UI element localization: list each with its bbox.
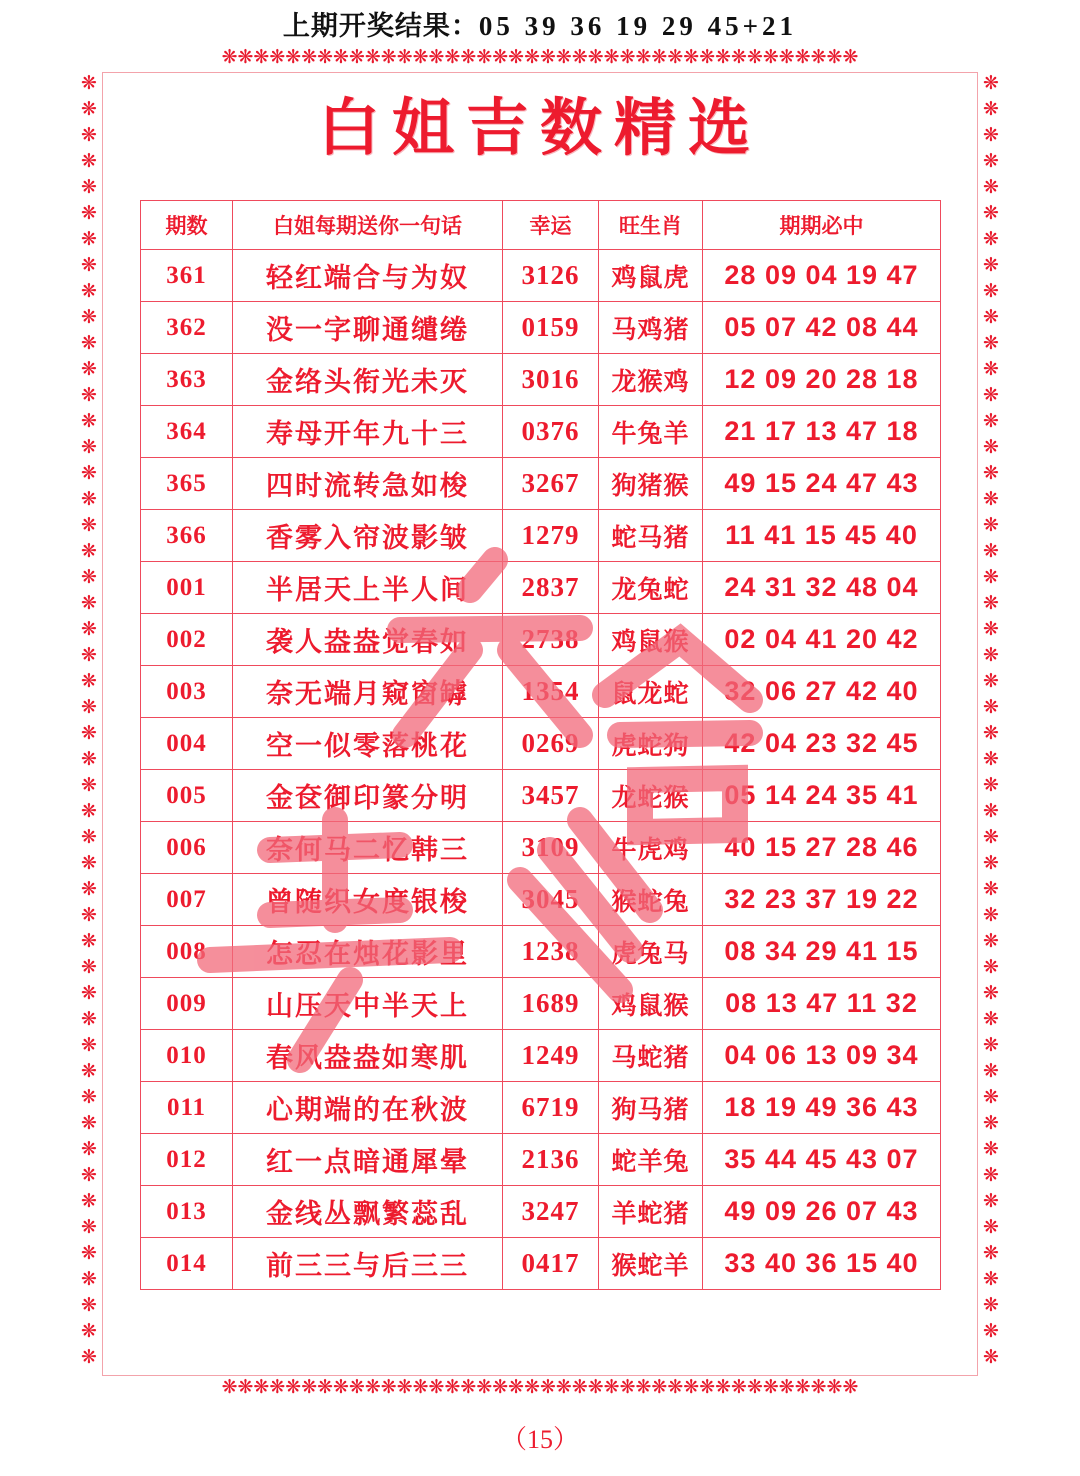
cell-phrase: 奈无端月窥窗罅 xyxy=(233,666,503,718)
cell-nums: 02 04 41 20 42 xyxy=(703,614,941,666)
cell-zodiac: 牛虎鸡 xyxy=(599,822,703,874)
cell-nums: 24 31 32 48 04 xyxy=(703,562,941,614)
cell-zodiac: 虎兔马 xyxy=(599,926,703,978)
cell-lucky: 3247 xyxy=(503,1186,599,1238)
cell-nums: 05 07 42 08 44 xyxy=(703,302,941,354)
frame-right-ornament: ❋ ❋ ❋ ❋ ❋ ❋ ❋ ❋ ❋ ❋ ❋ ❋ ❋ ❋ ❋ ❋ ❋ ❋ ❋ ❋ ❋ ❋ ❋ ❋ ❋ ❋ ❋ ❋ ❋ ❋ ❋ ❋ ❋ ❋ ❋ ❋ ❋ ❋ ❋ ❋ ❋ ❋ ❋ ❋ ❋ ❋ ❋ ❋ ❋ ❋ xyxy=(983,72,999,1368)
table-row xyxy=(141,770,941,822)
table-row xyxy=(141,614,941,666)
cell-nums: 49 15 24 47 43 xyxy=(703,458,941,510)
cell-issue: 009 xyxy=(141,978,233,1030)
cell-zodiac: 狗马猪 xyxy=(599,1082,703,1134)
previous-draw-numbers: 05 39 36 19 29 45+21 xyxy=(478,11,798,41)
cell-nums: 21 17 13 47 18 xyxy=(703,406,941,458)
cell-nums: 42 04 23 32 45 xyxy=(703,718,941,770)
cell-lucky: 1249 xyxy=(503,1030,599,1082)
table-row xyxy=(141,354,941,406)
cell-zodiac: 马鸡猪 xyxy=(599,302,703,354)
cell-phrase: 金络头衔光未灭 xyxy=(233,354,503,406)
cell-lucky: 1238 xyxy=(503,926,599,978)
previous-draw-label: 上期开奖结果： xyxy=(282,11,479,41)
cell-lucky: 0159 xyxy=(503,302,599,354)
frame-left-ornament: ❋ ❋ ❋ ❋ ❋ ❋ ❋ ❋ ❋ ❋ ❋ ❋ ❋ ❋ ❋ ❋ ❋ ❋ ❋ ❋ ❋ ❋ ❋ ❋ ❋ ❋ ❋ ❋ ❋ ❋ ❋ ❋ ❋ ❋ ❋ ❋ ❋ ❋ ❋ ❋ ❋ ❋ ❋ ❋ ❋ ❋ ❋ ❋ ❋ ❋ xyxy=(81,72,97,1368)
cell-lucky: 3045 xyxy=(503,874,599,926)
cell-phrase: 怎忍在烛花影里 xyxy=(233,926,503,978)
cell-issue: 011 xyxy=(141,1082,233,1134)
cell-phrase: 红一点暗通犀晕 xyxy=(233,1134,503,1186)
cell-issue: 002 xyxy=(141,614,233,666)
cell-lucky: 1279 xyxy=(503,510,599,562)
page-number: （15） xyxy=(500,1425,579,1454)
cell-zodiac: 龙兔蛇 xyxy=(599,562,703,614)
cell-issue: 012 xyxy=(141,1134,233,1186)
header-zodiac: 旺生肖 xyxy=(599,201,703,250)
cell-phrase: 轻红端合与为奴 xyxy=(233,250,503,302)
cell-phrase: 金奁御印篆分明 xyxy=(233,770,503,822)
table-row xyxy=(141,250,941,302)
table-row xyxy=(141,1030,941,1082)
cell-lucky: 3457 xyxy=(503,770,599,822)
cell-phrase: 半居天上半人间 xyxy=(233,562,503,614)
cell-issue: 366 xyxy=(141,510,233,562)
cell-issue: 362 xyxy=(141,302,233,354)
cell-nums: 33 40 36 15 40 xyxy=(703,1238,941,1290)
cell-phrase: 香雾入帘波影皱 xyxy=(233,510,503,562)
cell-lucky: 2837 xyxy=(503,562,599,614)
cell-phrase: 四时流转急如梭 xyxy=(233,458,503,510)
cell-issue: 013 xyxy=(141,1186,233,1238)
table-row xyxy=(141,302,941,354)
table-row xyxy=(141,510,941,562)
cell-lucky: 3267 xyxy=(503,458,599,510)
cell-zodiac: 牛兔羊 xyxy=(599,406,703,458)
cell-lucky: 3109 xyxy=(503,822,599,874)
cell-zodiac: 猴蛇羊 xyxy=(599,1238,703,1290)
cell-nums: 40 15 27 28 46 xyxy=(703,822,941,874)
cell-phrase: 寿母开年九十三 xyxy=(233,406,503,458)
cell-issue: 365 xyxy=(141,458,233,510)
cell-lucky: 3016 xyxy=(503,354,599,406)
cell-zodiac: 鸡鼠猴 xyxy=(599,978,703,1030)
cell-nums: 18 19 49 36 43 xyxy=(703,1082,941,1134)
table-row xyxy=(141,562,941,614)
cell-zodiac: 虎蛇狗 xyxy=(599,718,703,770)
cell-zodiac: 蛇羊兔 xyxy=(599,1134,703,1186)
cell-nums: 28 09 04 19 47 xyxy=(703,250,941,302)
cell-zodiac: 龙猴鸡 xyxy=(599,354,703,406)
cell-zodiac: 龙蛇猴 xyxy=(599,770,703,822)
table-row xyxy=(141,1134,941,1186)
cell-lucky: 0417 xyxy=(503,1238,599,1290)
cell-phrase: 没一字聊通缱绻 xyxy=(233,302,503,354)
cell-zodiac: 鸡鼠虎 xyxy=(599,250,703,302)
cell-issue: 364 xyxy=(141,406,233,458)
cell-lucky: 3126 xyxy=(503,250,599,302)
header-nums: 期期必中 xyxy=(703,201,941,250)
cell-issue: 007 xyxy=(141,874,233,926)
cell-nums: 04 06 13 09 34 xyxy=(703,1030,941,1082)
forecast-table-body xyxy=(141,250,941,1290)
cell-zodiac: 蛇马猪 xyxy=(599,510,703,562)
frame-bottom-ornament: ❋❋❋❋❋❋❋❋❋❋❋❋❋❋❋❋❋❋❋❋❋❋❋❋❋❋❋❋❋❋❋❋❋❋❋❋❋❋❋❋ xyxy=(221,1376,859,1398)
cell-lucky: 2136 xyxy=(503,1134,599,1186)
forecast-table xyxy=(140,200,941,1290)
cell-zodiac: 马蛇猪 xyxy=(599,1030,703,1082)
cell-issue: 361 xyxy=(141,250,233,302)
cell-nums: 08 13 47 11 32 xyxy=(703,978,941,1030)
cell-lucky: 2738 xyxy=(503,614,599,666)
cell-lucky: 1689 xyxy=(503,978,599,1030)
cell-issue: 008 xyxy=(141,926,233,978)
cell-nums: 12 09 20 28 18 xyxy=(703,354,941,406)
table-row xyxy=(141,1238,941,1290)
cell-lucky: 0269 xyxy=(503,718,599,770)
cell-zodiac: 猴蛇兔 xyxy=(599,874,703,926)
table-row xyxy=(141,666,941,718)
cell-issue: 014 xyxy=(141,1238,233,1290)
header-lucky: 幸运 xyxy=(503,201,599,250)
cell-zodiac: 狗猪猴 xyxy=(599,458,703,510)
table-row xyxy=(141,718,941,770)
cell-issue: 004 xyxy=(141,718,233,770)
frame-top-ornament: ❋❋❋❋❋❋❋❋❋❋❋❋❋❋❋❋❋❋❋❋❋❋❋❋❋❋❋❋❋❋❋❋❋❋❋❋❋❋❋❋ xyxy=(221,46,859,68)
table-row xyxy=(141,926,941,978)
cell-phrase: 奈何马二忆韩三 xyxy=(233,822,503,874)
cell-phrase: 春风盎盎如寒肌 xyxy=(233,1030,503,1082)
cell-lucky: 1354 xyxy=(503,666,599,718)
table-row xyxy=(141,978,941,1030)
cell-phrase: 山压天中半天上 xyxy=(233,978,503,1030)
cell-issue: 003 xyxy=(141,666,233,718)
cell-issue: 001 xyxy=(141,562,233,614)
cell-zodiac: 羊蛇猪 xyxy=(599,1186,703,1238)
table-row xyxy=(141,822,941,874)
cell-nums: 08 34 29 41 15 xyxy=(703,926,941,978)
cell-issue: 005 xyxy=(141,770,233,822)
header-phrase: 白姐每期送你一句话 xyxy=(233,201,503,250)
table-row xyxy=(141,1082,941,1134)
header-issue: 期数 xyxy=(141,201,233,250)
cell-phrase: 心期端的在秋波 xyxy=(233,1082,503,1134)
cell-nums: 05 14 24 35 41 xyxy=(703,770,941,822)
cell-lucky: 6719 xyxy=(503,1082,599,1134)
cell-phrase: 金线丛飘繁蕊乱 xyxy=(233,1186,503,1238)
cell-issue: 363 xyxy=(141,354,233,406)
table-row xyxy=(141,874,941,926)
cell-phrase: 曾随织女度银梭 xyxy=(233,874,503,926)
cell-issue: 010 xyxy=(141,1030,233,1082)
cell-nums: 32 23 37 19 22 xyxy=(703,874,941,926)
table-row xyxy=(141,1186,941,1238)
cell-phrase: 袭人盎盎觉春如 xyxy=(233,614,503,666)
cell-zodiac: 鼠龙蛇 xyxy=(599,666,703,718)
cell-zodiac: 鸡鼠猴 xyxy=(599,614,703,666)
cell-phrase: 空一似零落桃花 xyxy=(233,718,503,770)
page-title: 白姐吉数精选 xyxy=(317,91,762,164)
cell-issue: 006 xyxy=(141,822,233,874)
cell-nums: 11 41 15 45 40 xyxy=(703,510,941,562)
cell-nums: 32 06 27 42 40 xyxy=(703,666,941,718)
table-row xyxy=(141,458,941,510)
cell-lucky: 0376 xyxy=(503,406,599,458)
cell-phrase: 前三三与后三三 xyxy=(233,1238,503,1290)
table-row xyxy=(141,406,941,458)
previous-draw-result xyxy=(0,4,1080,43)
cell-nums: 35 44 45 43 07 xyxy=(703,1134,941,1186)
cell-nums: 49 09 26 07 43 xyxy=(703,1186,941,1238)
table-header-row xyxy=(141,201,941,250)
